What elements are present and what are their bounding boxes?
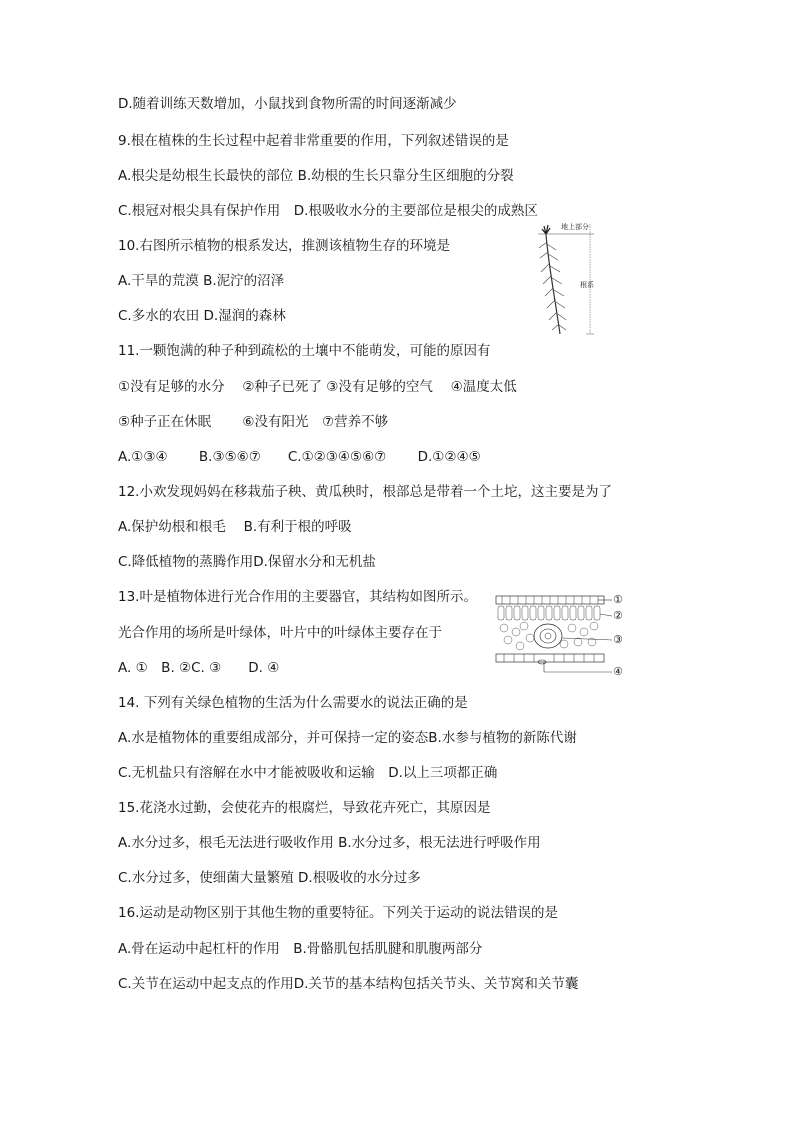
leaf-label-1: ① xyxy=(613,593,623,606)
question-13: 13.叶是植物体进行光合作用的主要器官，其结构如图所示。 xyxy=(118,589,477,605)
q16-options-ab: A.骨在运动中起杠杆的作用 B.骨骼肌包括肌腱和肌腹两部分 xyxy=(118,941,483,957)
question-15: 15.花浇水过勤，会使花卉的根腐烂，导致花卉死亡，其原因是 xyxy=(118,800,491,816)
question-12: 12.小欢发现妈妈在移栽茄子秧、黄瓜秧时，根部总是带着一个土坨，这主要是为了 xyxy=(118,484,612,500)
label-aboveground: 地上部分 xyxy=(561,223,589,231)
leaf-label-3: ③ xyxy=(613,633,623,646)
question-16: 16.运动是动物区别于其他生物的重要特征。下列关于运动的说法错误的是 xyxy=(118,905,558,921)
question-10: 10.右图所示植物的根系发达，推测该植物生存的环境是 xyxy=(118,238,450,254)
question-9: 9.根在植株的生长过程中起着非常重要的作用，下列叙述错误的是 xyxy=(118,133,509,149)
leaf-label-4: ④ xyxy=(613,665,623,678)
q9-options-cd: C.根冠对根尖具有保护作用 D.根吸收水分的主要部位是根尖的成熟区 xyxy=(118,203,538,219)
q13-options: A. ① B. ②C. ③ D. ④ xyxy=(118,660,280,676)
leaf-label-2: ② xyxy=(613,609,623,622)
q12-options-ab: A.保护幼根和根毛 B.有利于根的呼吸 xyxy=(118,519,352,535)
leaf-structure-figure xyxy=(494,590,628,680)
q11-options: A.①③④ B.③⑤⑥⑦ C.①②③④⑤⑥⑦ D.①②④⑤ xyxy=(118,449,481,465)
q15-options-ab: A.水分过多，根毛无法进行吸收作用 B.水分过多，根无法进行呼吸作用 xyxy=(118,835,541,851)
question-14: 14. 下列有关绿色植物的生活为什么需要水的说法正确的是 xyxy=(118,695,468,711)
q11-reasons-1: ①没有足够的水分 ②种子已死了 ③没有足够的空气 ④温度太低 xyxy=(118,379,517,395)
q16-options-cd: C.关节在运动中起支点的作用D.关节的基本结构包括关节头、关节窝和关节囊 xyxy=(118,976,579,992)
q12-options-cd: C.降低植物的蒸腾作用D.保留水分和无机盐 xyxy=(118,554,376,570)
q14-options-ab: A.水是植物体的重要组成部分，并可保持一定的姿态B.水参与植物的新陈代谢 xyxy=(118,730,577,746)
root-system-drawing xyxy=(534,222,606,340)
question-11: 11.一颗饱满的种子种到疏松的土壤中不能萌发，可能的原因有 xyxy=(118,343,491,359)
q11-reasons-2: ⑤种子正在休眠 ⑥没有阳光 ⑦营养不够 xyxy=(118,414,389,430)
line-d-training: D.随着训练天数增加，小鼠找到食物所需的时间逐渐减少 xyxy=(118,96,457,112)
leaf-cross-section-drawing xyxy=(494,590,628,680)
root-system-figure xyxy=(534,222,606,340)
q14-options-cd: C.无机盐只有溶解在水中才能被吸收和运输 D.以上三项都正确 xyxy=(118,765,498,781)
q10-options-cd: C.多水的农田 D.湿润的森林 xyxy=(118,308,286,324)
question-13-cont: 光合作用的场所是叶绿体，叶片中的叶绿体主要存在于 xyxy=(118,625,442,641)
label-root-system: 根系 xyxy=(580,281,594,289)
q15-options-cd: C.水分过多，使细菌大量繁殖 D.根吸收的水分过多 xyxy=(118,870,421,886)
q9-options-ab: A.根尖是幼根生长最快的部位 B.幼根的生长只靠分生区细胞的分裂 xyxy=(118,168,514,184)
q10-options-ab: A.干旱的荒漠 B.泥泞的沼泽 xyxy=(118,273,285,289)
